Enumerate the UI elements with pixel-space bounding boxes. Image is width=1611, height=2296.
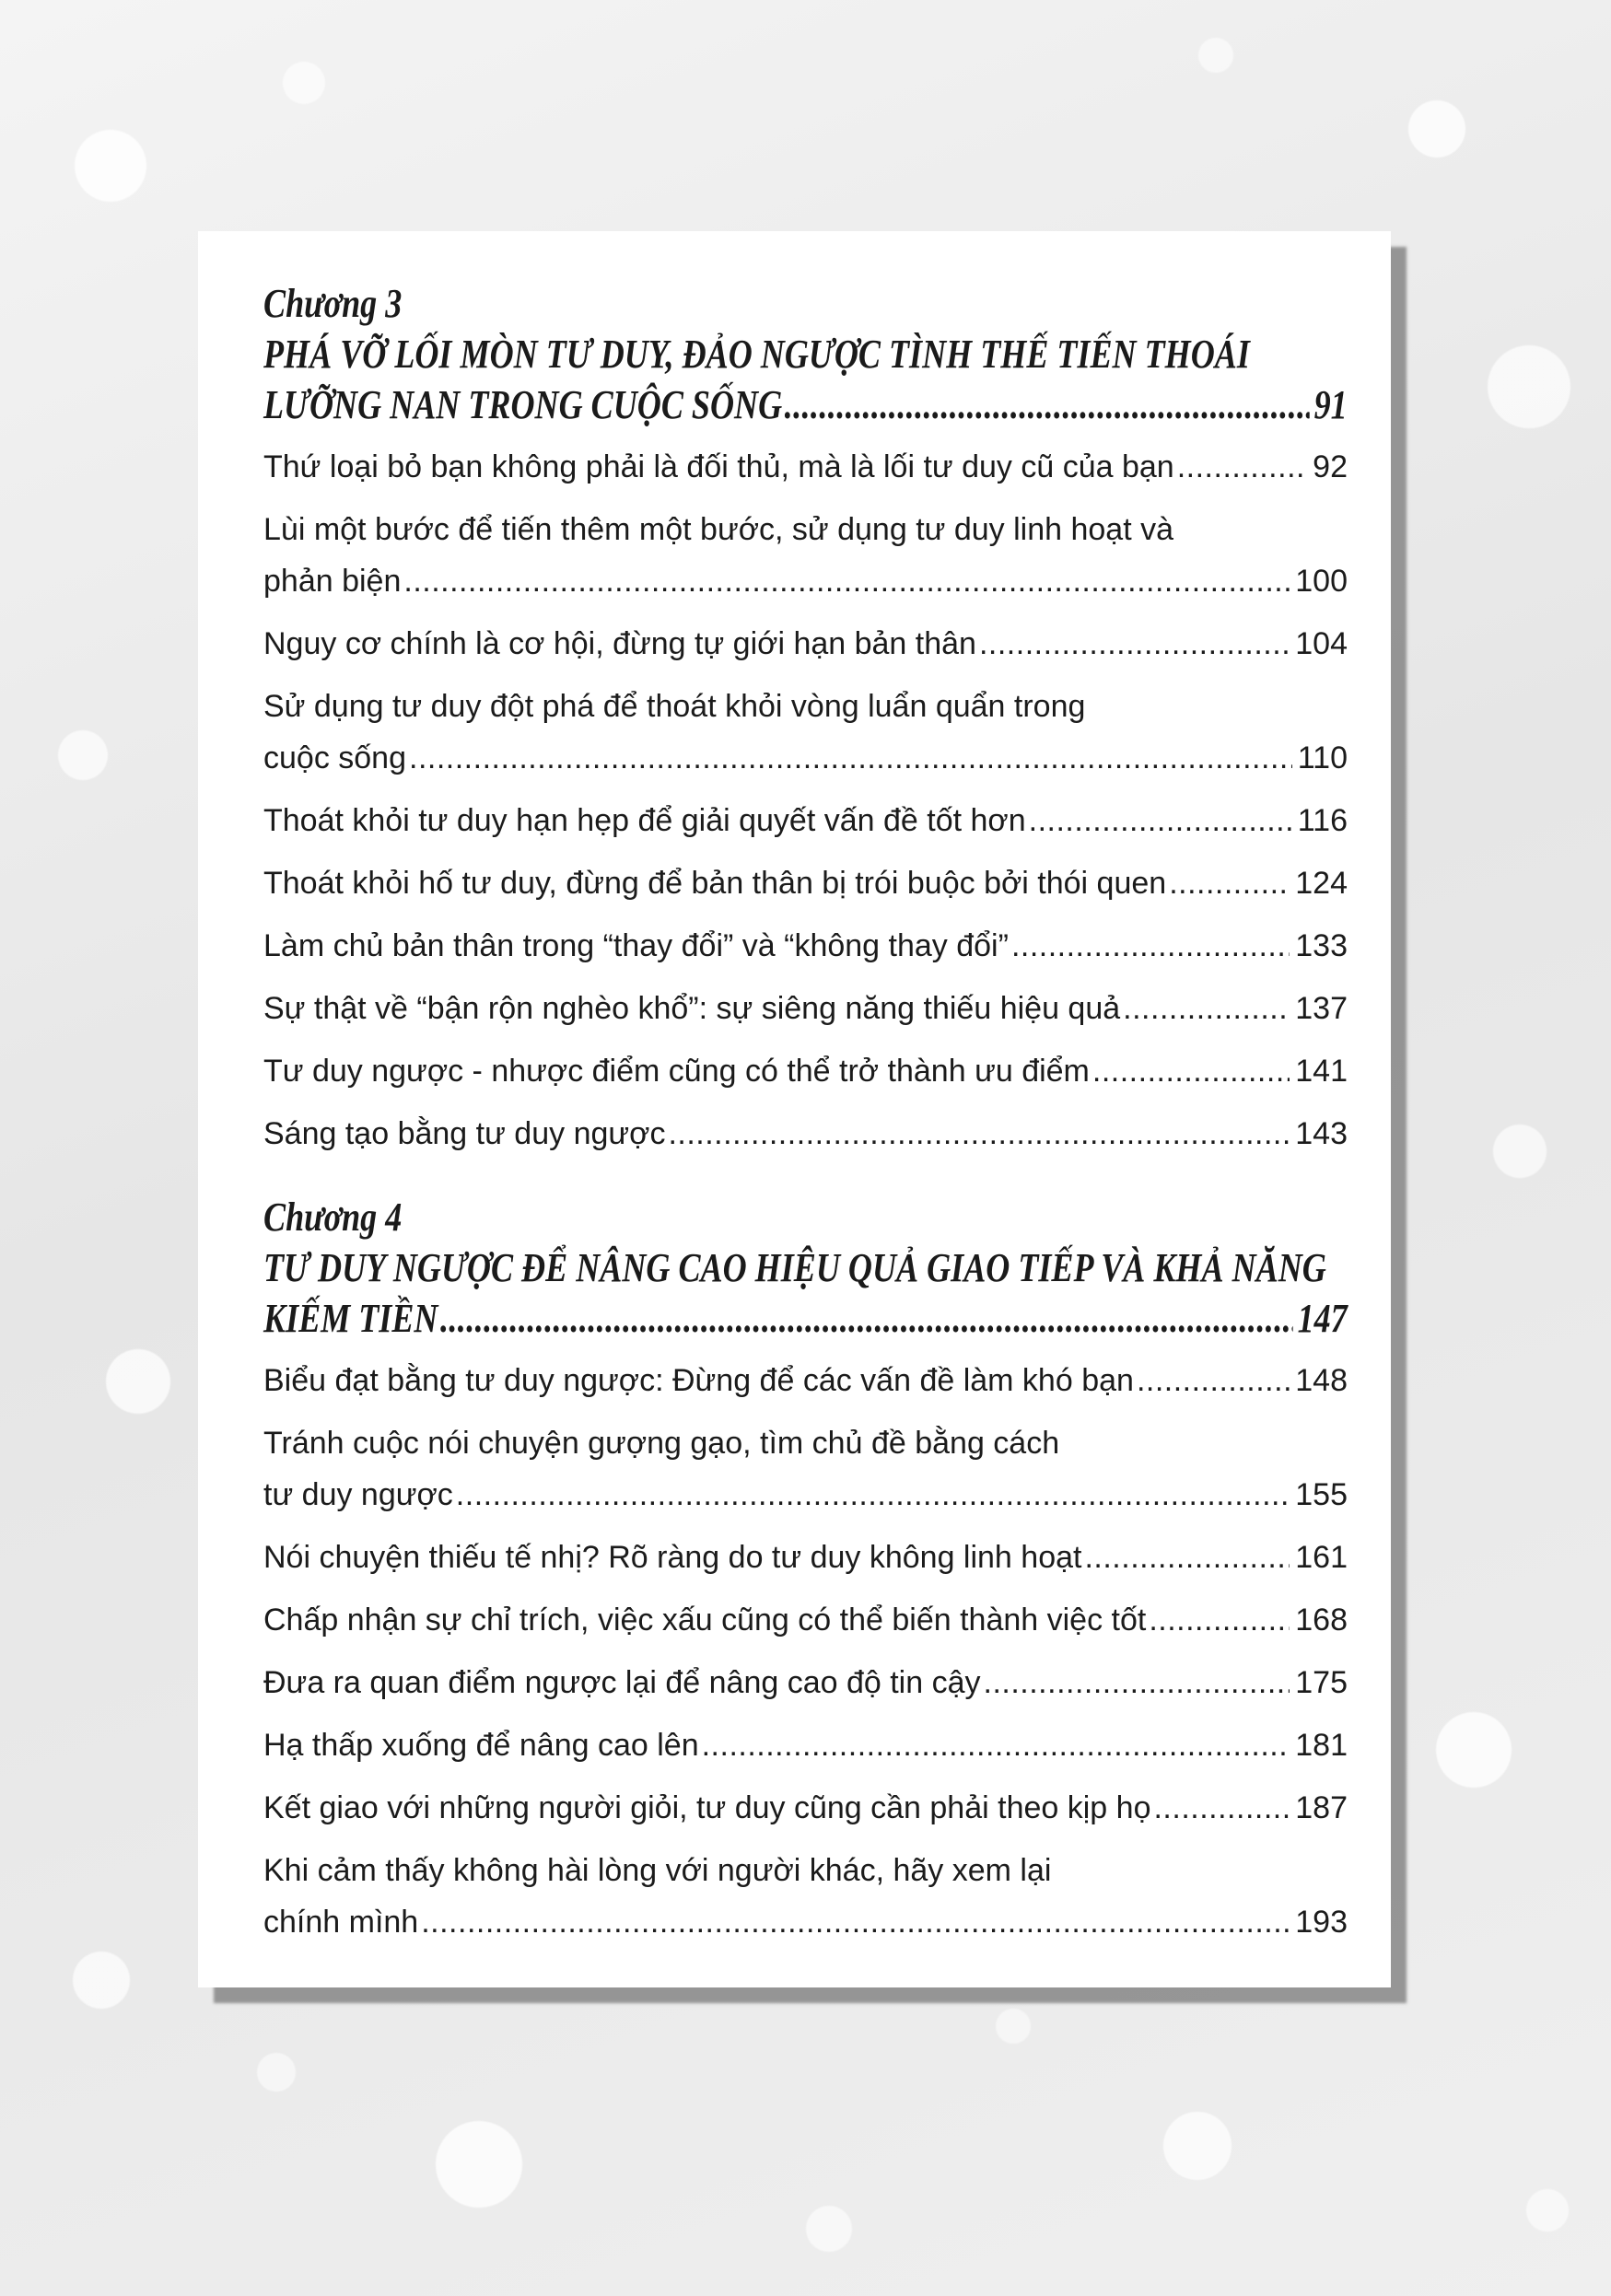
chapter-title-text: LƯỠNG NAN TRONG CUỘC SỐNG [263,382,783,427]
toc-entry [263,441,1348,493]
dot-leader [1177,441,1307,493]
dot-leader [1169,857,1290,909]
entry-line [263,555,1348,607]
chapter-label [263,1192,1348,1242]
entry-page-number: 193 [1295,1905,1348,1940]
toc-entry [263,1355,1348,1406]
entry-title: Sự thật về “bận rộn nghèo khổ”: sự siêng năng thiếu hiệu quả [263,991,1121,1026]
dot-leader [1137,1355,1290,1406]
entry-title: chính mình [263,1905,419,1940]
entry-title: Chấp nhận sự chỉ trích, việc xấu cũng có thể biến thành việc tốt [263,1603,1147,1638]
dot-leader [1084,1532,1290,1583]
entry-title: Làm chủ bản thân trong “thay đổi” và “không thay đổi” [263,928,1009,963]
entry-page-number: 175 [1295,1665,1348,1700]
entry-title: Hạ thấp xuống để nâng cao lên [263,1728,699,1763]
entry-title: Thoát khỏi tư duy hạn hẹp để giải quyết vấn đề tốt hơn [263,803,1026,838]
chapter-title-text: TƯ DUY NGƯỢC ĐỂ NÂNG CAO HIỆU QUẢ GIAO TIẾP VÀ KHẢ NĂNG [263,1245,1326,1290]
entry-line [263,857,1348,909]
entry-page-number: 168 [1295,1603,1348,1638]
toc-entry [263,920,1348,972]
entry-line [263,732,1348,784]
entry-line [263,1845,1348,1896]
dot-leader [1149,1594,1290,1646]
dot-leader [1029,795,1292,846]
entry-title: Kết giao với những người giỏi, tư duy cũng cần phải theo kịp họ [263,1790,1151,1825]
chapter-label [263,278,1348,329]
entry-page-number: 110 [1297,740,1348,775]
entry-page-number: 141 [1295,1054,1348,1089]
toc-entry [263,1782,1348,1834]
toc-entry [263,1108,1348,1160]
dot-leader [440,1293,1293,1344]
chapter-label-text: Chương 4 [263,1195,403,1240]
chapter-page-number: 91 [1313,382,1348,427]
entry-line [263,1355,1348,1406]
toc-entry [263,1845,1348,1948]
toc-entry [263,681,1348,784]
entry-line [263,795,1348,846]
entry-line [263,1469,1348,1521]
chapter-3 [263,278,1348,1160]
entry-page-number: 148 [1295,1363,1348,1398]
entry-line [263,618,1348,670]
toc-page-card [198,231,1391,1987]
entry-title: Biểu đạt bằng tư duy ngược: Đừng để các vấn đề làm khó bạn [263,1363,1134,1398]
table-of-contents [263,278,1348,1948]
toc-entry [263,1594,1348,1646]
entry-line [263,1108,1348,1160]
entry-line [263,1594,1348,1646]
entry-title: Lùi một bước để tiến thêm một bước, sử dụng tư duy linh hoạt và [263,512,1174,547]
entry-page-number: 181 [1295,1728,1348,1763]
entry-line [263,920,1348,972]
entry-title: Thứ loại bỏ bạn không phải là đối thủ, mà là lối tư duy cũ của bạn [263,449,1174,484]
entry-title: Sử dụng tư duy đột phá để thoát khỏi vòng luẩn quẩn trong [263,689,1086,724]
toc-entry [263,1719,1348,1771]
entry-page-number: 124 [1295,866,1348,901]
dot-leader [421,1896,1290,1948]
toc-entry [263,618,1348,670]
dot-leader [1092,1045,1290,1097]
entry-line [263,1719,1348,1771]
chapter-4 [263,1192,1348,1948]
chapter-title-line [263,1293,1348,1344]
toc-entry [263,504,1348,607]
entry-page-number: 161 [1295,1540,1348,1575]
dot-leader [409,732,1292,784]
chapter-heading [263,1192,1348,1344]
dot-leader [403,555,1290,607]
entry-title: Nguy cơ chính là cơ hội, đừng tự giới hạn bản thân [263,626,976,661]
entry-title: cuộc sống [263,740,406,775]
entry-title: Tránh cuộc nói chuyện gượng gạo, tìm chủ đề bằng cách [263,1426,1060,1461]
dot-leader [1123,983,1290,1034]
entry-line [263,1532,1348,1583]
entry-line [263,1045,1348,1097]
toc-entry [263,795,1348,846]
chapter-title-line [263,329,1348,379]
entry-title: Nói chuyện thiếu tế nhị? Rõ ràng do tư duy không linh hoạt [263,1540,1082,1575]
entry-title: Thoát khỏi hố tư duy, đừng để bản thân bị trói buộc bởi thói quen [263,866,1167,901]
toc-entry [263,983,1348,1034]
entry-title: phản biện [263,564,402,599]
chapter-label-text: Chương 3 [263,281,403,326]
entry-page-number: 137 [1295,991,1348,1026]
chapter-page-number: 147 [1297,1296,1348,1341]
toc-entry [263,1657,1348,1708]
toc-entry [263,857,1348,909]
dot-leader [979,618,1290,670]
dot-leader [1153,1782,1290,1834]
entry-page-number: 100 [1295,564,1348,599]
entry-title: Tư duy ngược - nhược điểm cũng có thể trở thành ưu điểm [263,1054,1090,1089]
dot-leader [785,379,1310,430]
dot-leader [702,1719,1290,1771]
entry-page-number: 187 [1295,1790,1348,1825]
entry-page-number: 104 [1295,626,1348,661]
chapter-title-text: KIẾM TIỀN [263,1296,438,1341]
entry-line [263,681,1348,732]
chapter-title-line [263,379,1348,430]
chapter-title-text: PHÁ VỠ LỐI MÒN TƯ DUY, ĐẢO NGƯỢC TÌNH THẾ TIẾN THOÁI [263,332,1250,377]
toc-entry [263,1417,1348,1521]
entry-page-number: 92 [1313,449,1348,484]
entry-line [263,1417,1348,1469]
entry-title: tư duy ngược [263,1477,453,1512]
chapter-heading [263,278,1348,430]
dot-leader [984,1657,1290,1708]
entry-line [263,441,1348,493]
entry-page-number: 143 [1295,1116,1348,1151]
entry-title: Đưa ra quan điểm ngược lại để nâng cao độ tin cậy [263,1665,981,1700]
toc-entry [263,1532,1348,1583]
toc-entry [263,1045,1348,1097]
entry-line [263,983,1348,1034]
entry-line [263,1657,1348,1708]
entry-page-number: 155 [1295,1477,1348,1512]
entry-title: Sáng tạo bằng tư duy ngược [263,1116,666,1151]
entry-title: Khi cảm thấy không hài lòng với người khác, hãy xem lại [263,1853,1052,1888]
entry-line [263,504,1348,555]
dot-leader [1011,920,1290,972]
entry-line [263,1782,1348,1834]
entry-page-number: 116 [1297,803,1348,838]
chapter-title-line [263,1242,1348,1293]
entry-line [263,1896,1348,1948]
dot-leader [456,1469,1290,1521]
entry-page-number: 133 [1295,928,1348,963]
dot-leader [668,1108,1290,1160]
